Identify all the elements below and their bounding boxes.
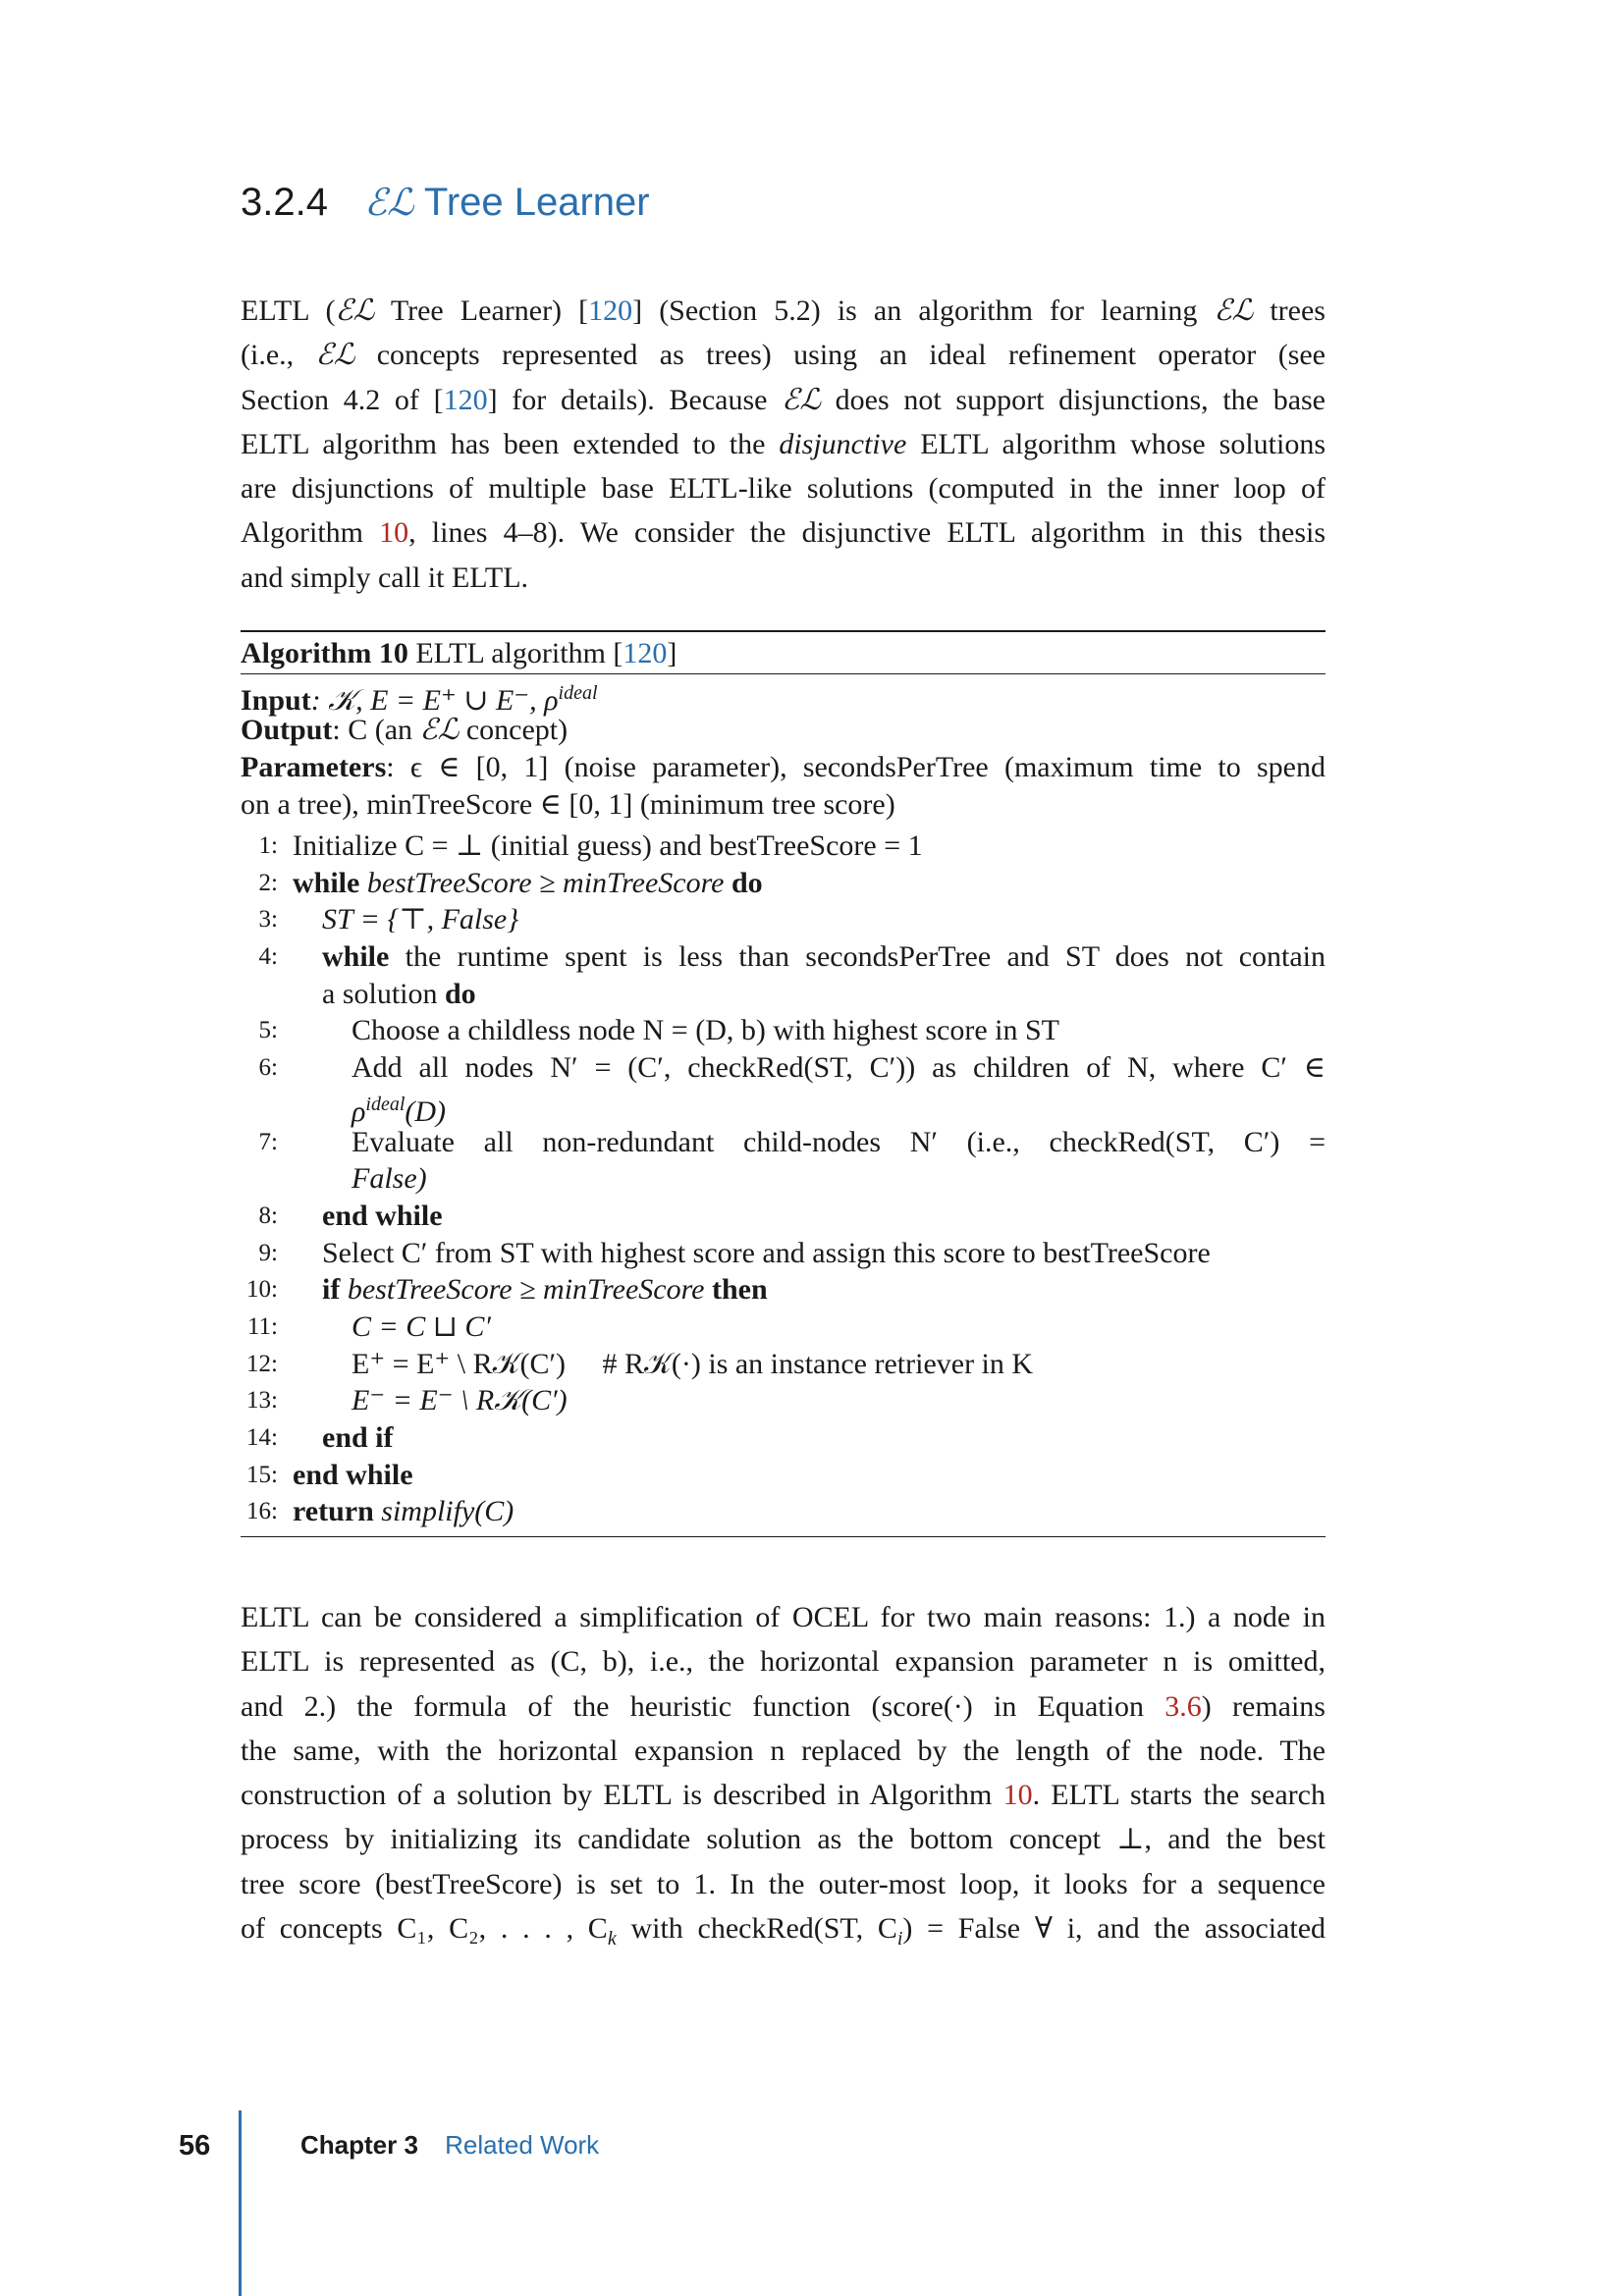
algorithm-line: 11: C = C ⊔ C′ xyxy=(246,1309,491,1343)
citation-link[interactable]: 120 xyxy=(443,383,488,416)
algorithm-line: 13: E⁻ = E⁻ \ R𝒦(C′) xyxy=(246,1384,568,1417)
section-heading xyxy=(241,181,650,225)
algorithm-parameters: Parameters: ϵ ∈ [0, 1] (noise parameter), secondsPerTree (maximum time to spend xyxy=(241,751,1326,783)
body-line: ELTL can be considered a simplification of OCEL for two main reasons: 1.) a node in xyxy=(241,1601,1326,1633)
body-paragraph xyxy=(241,1595,1326,1950)
section-title-math: ℰℒ xyxy=(364,181,414,224)
citation-link[interactable]: 120 xyxy=(623,637,668,669)
intro-line: and simply call it ELTL. xyxy=(241,561,529,594)
citation-link[interactable]: 120 xyxy=(588,294,633,327)
algorithm-line: 16: return simplify(C) xyxy=(246,1495,514,1528)
algorithm-line: 1: Initialize C = ⊥ (initial guess) and bestTreeScore = 1 xyxy=(258,829,923,862)
section-title-text: Tree Learner xyxy=(423,181,650,224)
algorithm-line: a solution do xyxy=(322,977,476,1010)
body-line: process by initializing its candidate solution as the bottom concept ⊥, and the best xyxy=(241,1823,1326,1856)
algorithm-output: Output: C (an ℰℒ concept) xyxy=(241,713,568,747)
algorithm-line: 15: end while xyxy=(246,1458,413,1491)
body-line: ELTL is represented as (C, b), i.e., the horizontal expansion parameter n is omitted, xyxy=(241,1645,1326,1679)
algorithm-line: 3: ST = {⊤, False} xyxy=(258,903,519,936)
algorithm-line: $\rho^{ideal}(D)$ xyxy=(352,1093,447,1128)
body-line: the same, with the horizontal expansion n replaced by the length of the node. The xyxy=(241,1734,1326,1767)
intro-line: Algorithm 10, lines 4–8). We consider the disjunctive ELTL algorithm in this thesis xyxy=(241,516,1326,550)
intro-line: Section 4.2 of [120] for details). Because ℰℒ does not support disjunctions, the base xyxy=(241,382,1326,417)
algorithm-line: 6: Add all nodes N′ = (C′, checkRed(ST, C′)) as children of N, where C′ ∈ xyxy=(258,1051,1326,1085)
algorithm-line: 14: end if xyxy=(246,1421,394,1454)
algorithm-line: 4: while the runtime spent is less than secondsPerTree and ST does not contain xyxy=(258,940,1326,974)
intro-line: are disjunctions of multiple base ELTL-like solutions (computed in the inner loop of xyxy=(241,472,1326,506)
page-number: 56 xyxy=(179,2130,211,2162)
algorithm-line: 9: Select C′ from ST with highest score and assign this score to bestTreeScore xyxy=(258,1236,1211,1269)
chapter-label: Chapter 3 xyxy=(300,2130,418,2160)
algorithm-line: False) xyxy=(352,1162,427,1196)
section-number: 3.2.4 xyxy=(241,181,328,224)
section-title xyxy=(364,181,650,224)
algorithm-line: 2: while bestTreeScore ≥ minTreeScore do xyxy=(258,866,763,899)
body-line: of concepts C₁, C₂, . . . , $C_k$ with checkRed(ST, $C_i$) = False ∀ i, and the associated xyxy=(241,1912,1326,1950)
intro-line: ELTL (ℰℒ Tree Learner) [120] (Section 5.2) is an algorithm for learning ℰℒ trees xyxy=(241,294,1326,328)
algorithm-caption: Algorithm 10 ELTL algorithm [120] xyxy=(241,637,677,669)
algorithm-line: 10: if bestTreeScore ≥ minTreeScore then xyxy=(246,1273,768,1307)
footer-rule xyxy=(239,2110,242,2296)
intro-line: ELTL algorithm has been extended to the disjunctive ELTL algorithm whose solutions xyxy=(241,427,1326,460)
algorithm-line: 8: end while xyxy=(258,1199,443,1232)
algorithm-box xyxy=(241,630,1326,1537)
body-line: construction of a solution by ELTL is described in Algorithm 10. ELTL starts the search xyxy=(241,1779,1326,1812)
equation-link[interactable]: 3.6 xyxy=(1164,1689,1202,1723)
algorithm-line: 5: Choose a childless node N = (D, b) with highest score in ST xyxy=(258,1014,1059,1047)
algorithm-bottom-rule xyxy=(241,1536,1326,1537)
algorithm-link[interactable]: 10 xyxy=(1002,1779,1033,1812)
body-line: tree score (bestTreeScore) is set to 1. In the outer-most loop, it looks for a sequence xyxy=(241,1867,1326,1900)
body-line: and 2.) the formula of the heuristic function (score(·) in Equation 3.6) remains xyxy=(241,1689,1326,1723)
intro-line: (i.e., ℰℒ concepts represented as trees) using an ideal refinement operator (see xyxy=(241,338,1326,373)
algorithm-steps xyxy=(241,828,1326,1530)
chapter-name-link[interactable]: Related Work xyxy=(445,2130,600,2160)
algorithm-parameters-cont: on a tree), minTreeScore ∈ [0, 1] (minimum tree score) xyxy=(241,788,895,821)
algorithm-input: Input: 𝒦, E = E⁺ ∪ E⁻, $\rho^{ideal}$ xyxy=(241,682,598,717)
intro-paragraph xyxy=(241,289,1326,600)
running-footer xyxy=(300,2115,599,2174)
algorithm-link[interactable]: 10 xyxy=(379,516,409,550)
algorithm-line: 7: Evaluate all non-redundant child-nodes N′ (i.e., checkRed(ST, C′) = xyxy=(258,1125,1326,1158)
algorithm-line: 12: E⁺ = E⁺ \ R𝒦(C′) # R𝒦(·) is an instance retriever in K xyxy=(246,1347,1034,1380)
